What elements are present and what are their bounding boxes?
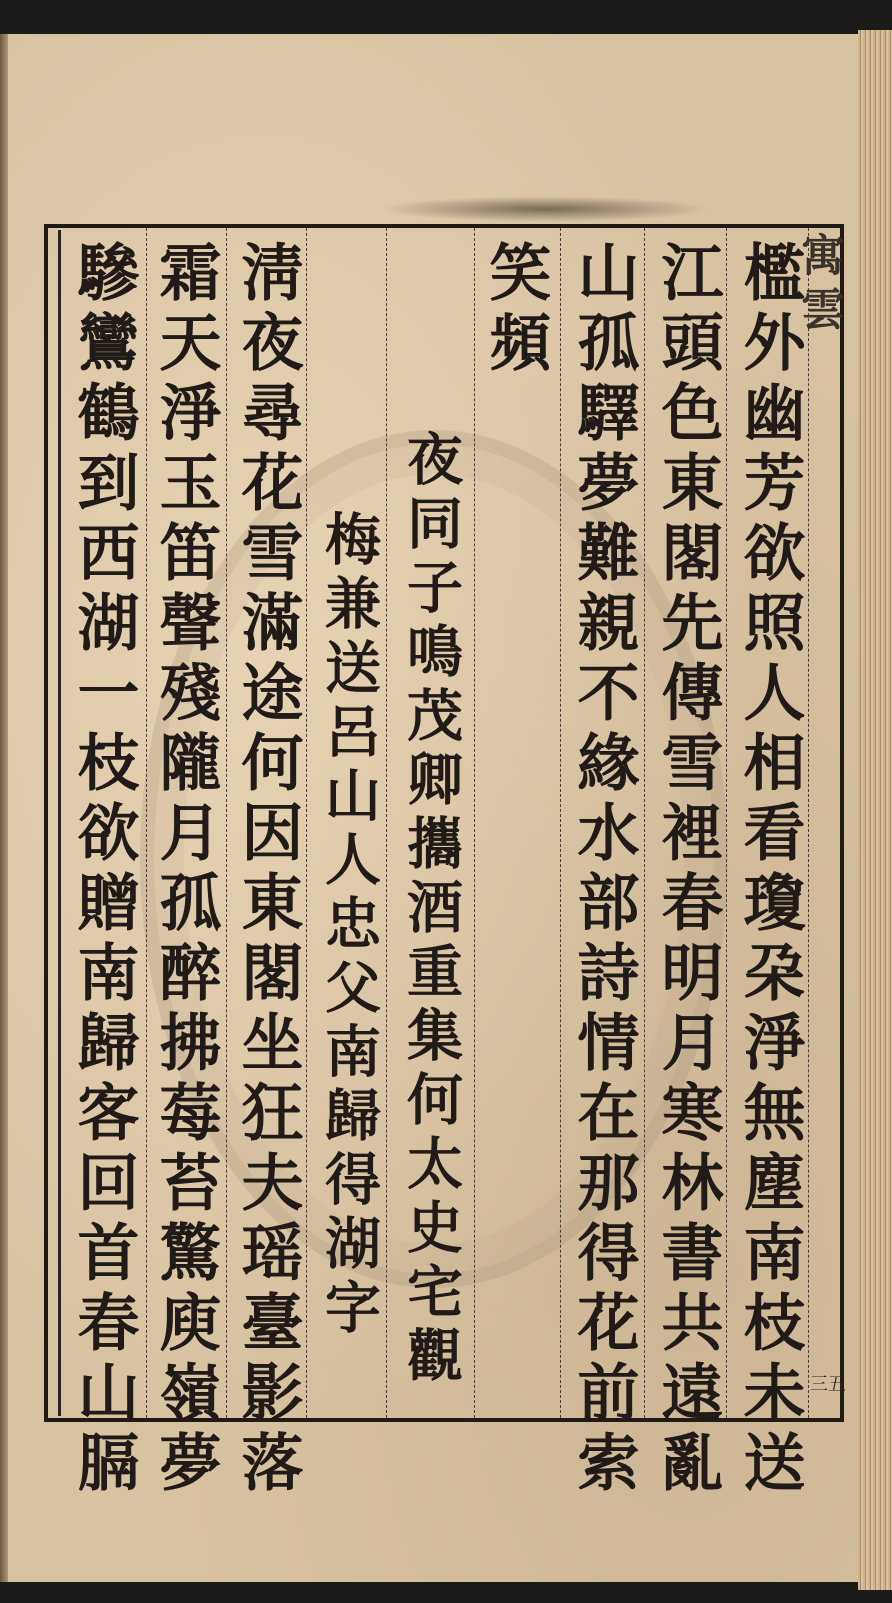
text-column-7: 淸夜尋花雪滿途何因東閣坐狂夫瑶臺影落 — [231, 240, 304, 1500]
poem-title-line-2: 梅兼送呂山人忠父南歸得湖字 — [316, 510, 382, 1342]
ink-smudge — [380, 196, 710, 222]
column-rule — [808, 228, 809, 1418]
text-column-1: 檻外幽芳欲照人相看瓊朶淨無塵南枝未送 — [733, 240, 806, 1500]
column-rule — [146, 228, 147, 1418]
column-rule — [644, 228, 645, 1418]
text-column-4: 笑頻 — [479, 240, 552, 380]
column-rule — [474, 228, 475, 1418]
margin-title: 寓雲 — [793, 232, 844, 340]
column-rule — [726, 228, 727, 1418]
poem-title-line-1: 夜同子鳴茂卿攜酒重集何太史宅觀 — [398, 430, 464, 1390]
page-edge-right — [858, 30, 892, 1590]
folio-number: 三五 — [810, 1374, 846, 1395]
column-rule — [306, 228, 307, 1418]
column-rule — [226, 228, 227, 1418]
text-column-9: 驂鸞鶴到西湖一枝欲贈南歸客回首春山膈 — [67, 240, 140, 1500]
text-column-3: 山孤驛夢難親不緣水部詩情在那得花前索 — [567, 240, 640, 1500]
text-column-2: 江頭色東閣先傳雪裡春明月寒林書共遠亂 — [651, 240, 724, 1500]
column-rule — [560, 228, 561, 1418]
frame-inner-rule — [58, 230, 61, 1416]
text-column-8: 霜天淨玉笛聲殘隴月孤醉拂莓苔驚庾嶺夢 — [149, 240, 222, 1500]
column-rule — [386, 228, 387, 1418]
